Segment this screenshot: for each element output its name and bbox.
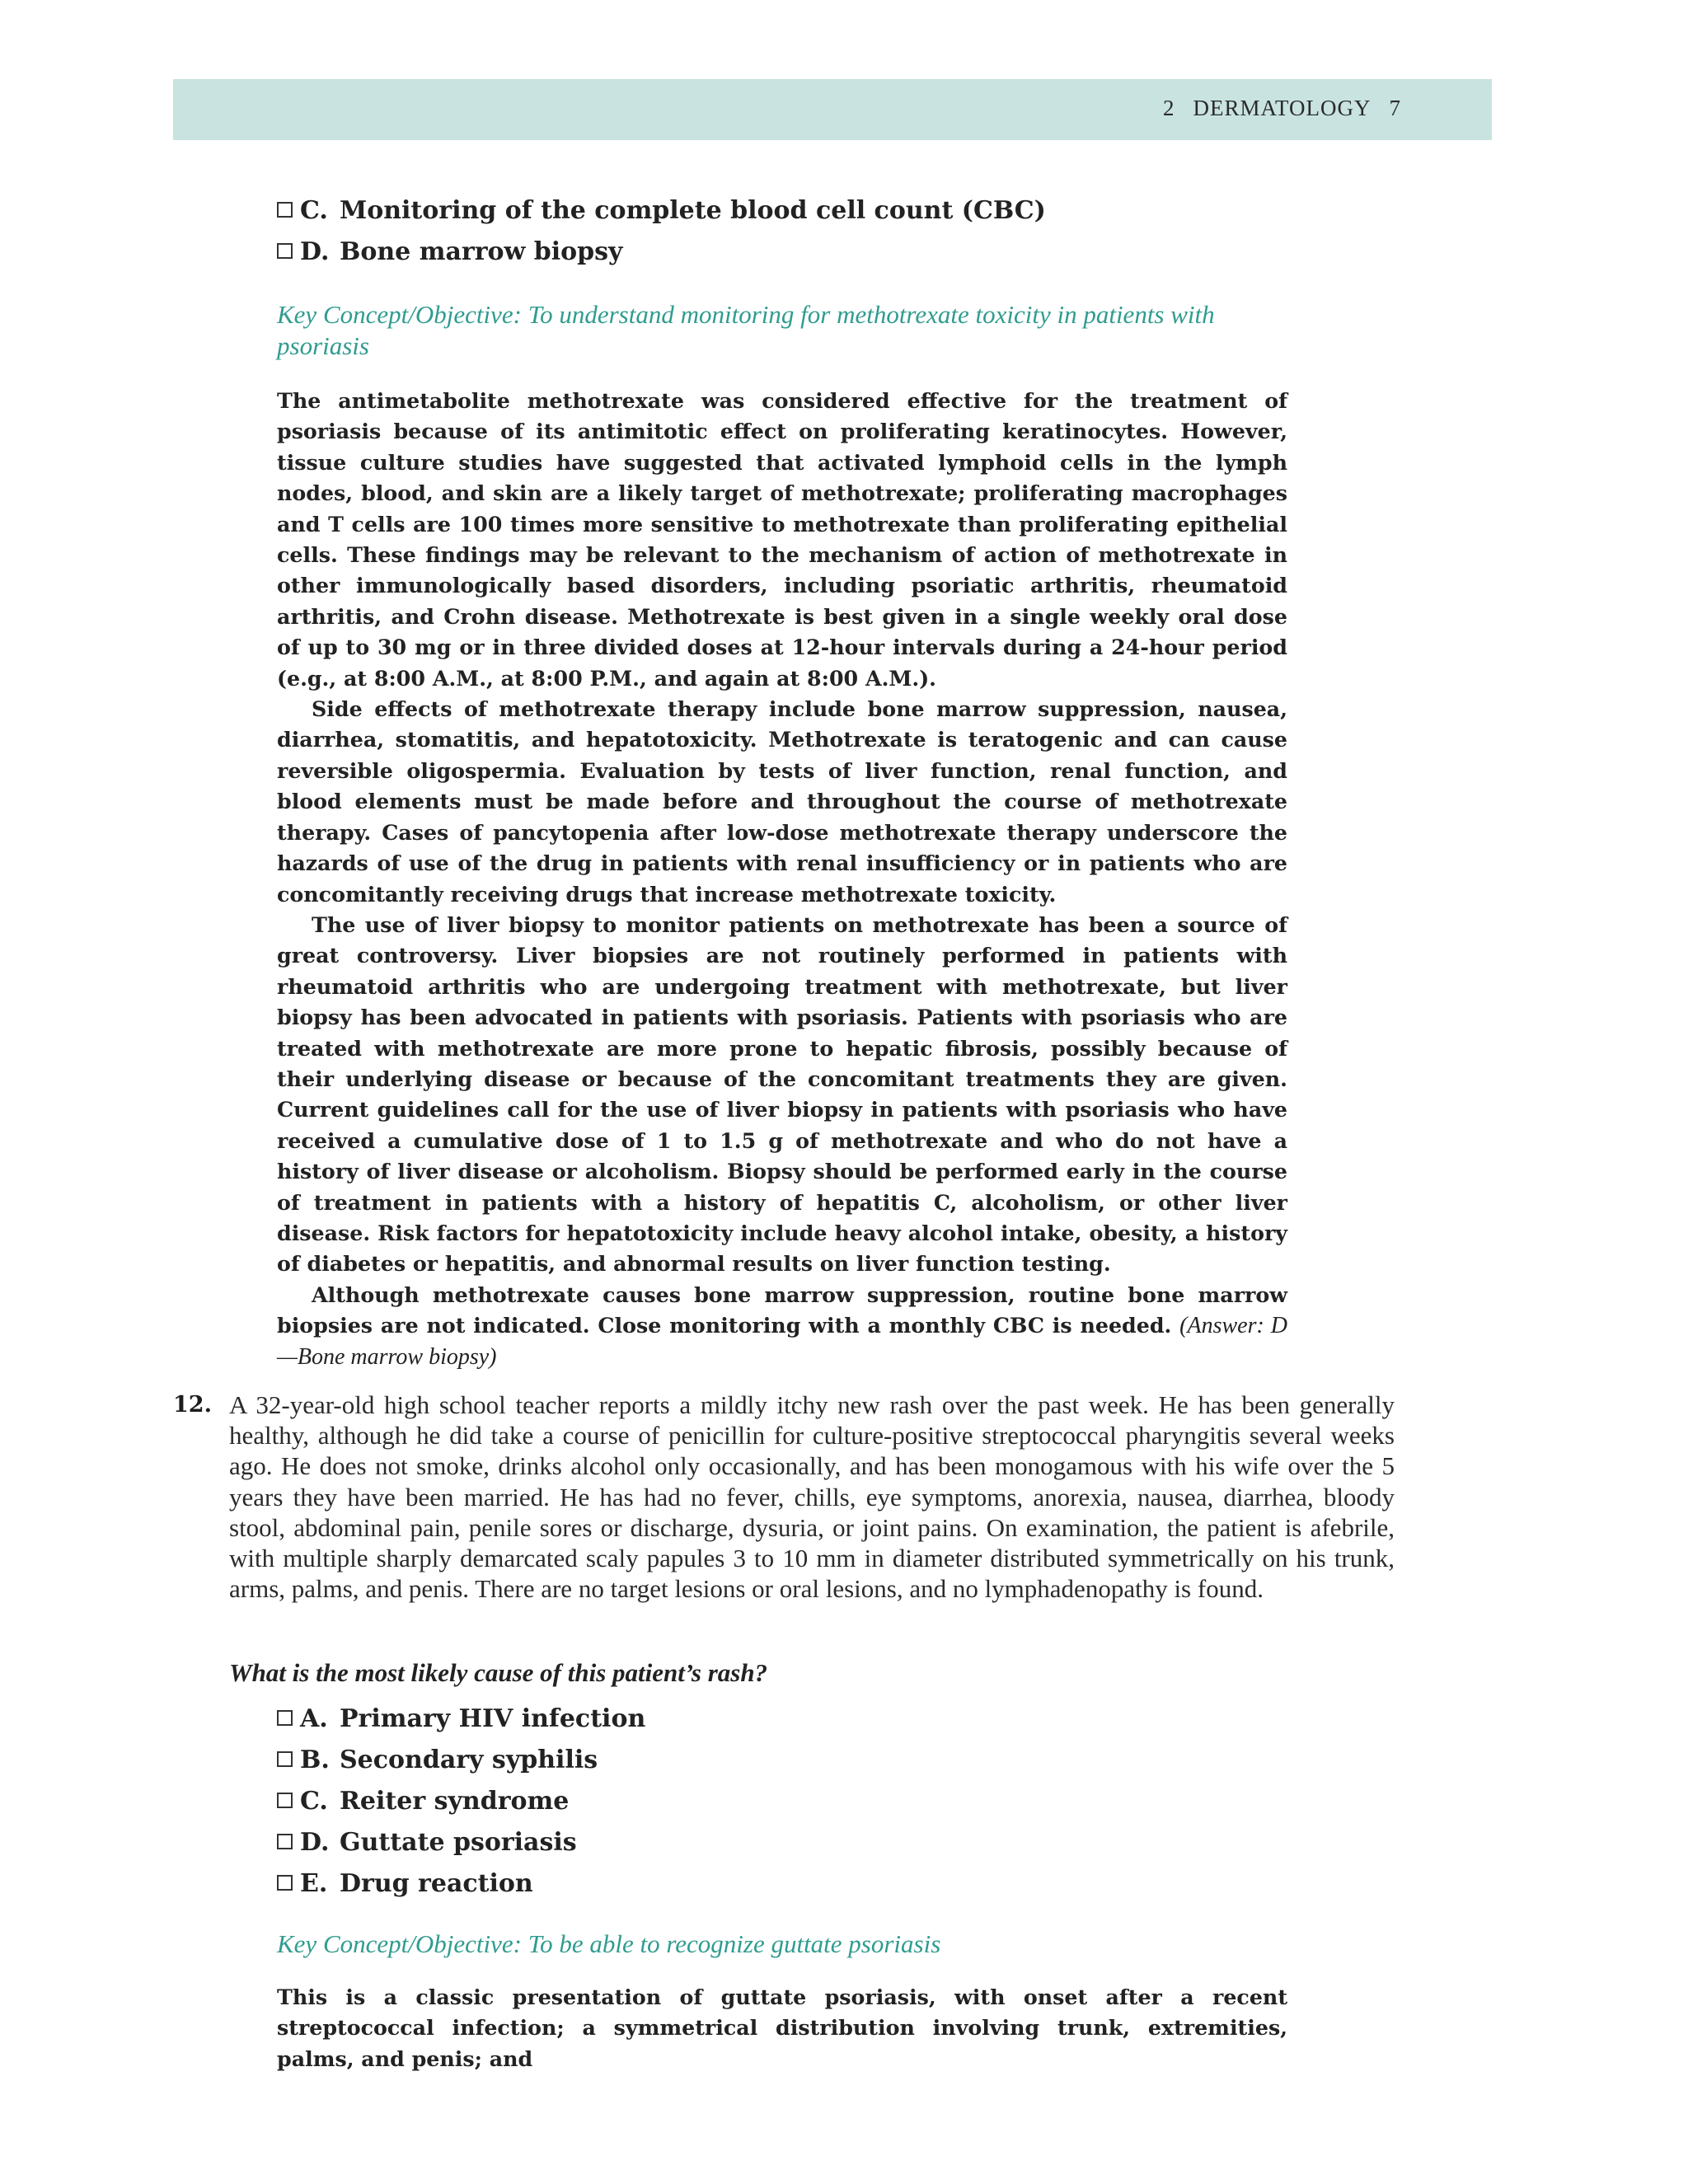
explanation-12-paragraph-1: This is a classic presentation of guttate psoriasis, with onset after a recent streptococcal infection; a symmetrical distribution involving trunk, extremities, palms, and penis; and bbox=[277, 1985, 1287, 2071]
option-text: Primary HIV infection bbox=[340, 1704, 646, 1733]
option-letter: C. bbox=[300, 1787, 328, 1816]
checkbox-icon[interactable] bbox=[277, 243, 293, 259]
option-12-e[interactable] bbox=[277, 1868, 533, 1900]
option-12-b[interactable] bbox=[277, 1744, 598, 1777]
explanation-11-paragraph-4 bbox=[277, 1280, 1287, 1372]
option-text: Guttate psoriasis bbox=[340, 1828, 577, 1857]
explanation-12 bbox=[277, 1982, 1287, 2074]
explanation-11-paragraph-3: The use of liver biopsy to monitor patients on methotrexate has been a source of great controversy. Liver biopsies are not routinely performed in patients with rheumatoid arthritis who are undergoing treatment with methotrexate, but liver biopsy has been advocated in patients with psoriasis. Patients with psoriasis who are treated with methotrexate are more prone to hepatic fibrosis, possibly because of their underlying disease or because of the concomitant treatments they are given. Current guidelines call for the use of liver biopsy in patients with psoriasis who have received a cumulative dose of 1 to 1.5 g of methotrexate and who do not have a history of liver disease or alcoholism. Biopsy should be performed early in the course of treatment in patients with a history of hepatitis C, alcoholism, or other liver disease. Risk factors for hepatotoxicity include heavy alcohol intake, obesity, a history of diabetes or hepatitis, and abnormal results on liver function testing. bbox=[277, 912, 1287, 1277]
checkbox-icon[interactable] bbox=[277, 1710, 293, 1726]
explanation-11-paragraph-4-text: Although methotrexate causes bone marrow suppression, routine bone marrow biopsies are not indicated. Close monitoring with a monthly CBC is needed. bbox=[277, 1282, 1287, 1338]
option-text: Monitoring of the complete blood cell count (CBC) bbox=[340, 196, 1046, 225]
option-letter: E. bbox=[300, 1869, 328, 1898]
option-text: Drug reaction bbox=[340, 1869, 533, 1898]
question-12-stem: A 32-year-old high school teacher reports a mildly itchy new rash over the past week. He has been generally healthy, although he did take a course of penicillin for culture-positive streptococcal pharyngitis several weeks ago. He does not smoke, drinks alcohol only occasionally, and has been monogamous with his wife over the 5 years they have been married. He has had no fever, chills, eye symptoms, anorexia, nausea, diarrhea, bloody stool, abdominal pain, penile sores or discharge, dysuria, or joint pains. On examination, the patient is afebrile, with multiple sharply demarcated scaly papules 3 to 10 mm in diameter distributed symmetrically on his trunk, arms, palms, and penis. There are no target lesions or oral lesions, and no lymphadenopathy is found. bbox=[229, 1390, 1395, 1604]
checkbox-icon[interactable] bbox=[277, 1751, 293, 1767]
checkbox-icon[interactable] bbox=[277, 202, 293, 218]
question-12-number: 12. bbox=[173, 1392, 212, 1418]
explanation-11 bbox=[277, 386, 1287, 1372]
option-letter: B. bbox=[300, 1746, 330, 1774]
option-text: Bone marrow biopsy bbox=[340, 237, 623, 266]
option-letter: D. bbox=[300, 1828, 330, 1857]
option-text: Reiter syndrome bbox=[340, 1787, 570, 1816]
option-12-a[interactable] bbox=[277, 1703, 645, 1736]
checkbox-icon[interactable] bbox=[277, 1875, 293, 1891]
option-text: Secondary syphilis bbox=[340, 1746, 598, 1774]
running-header bbox=[173, 79, 1492, 140]
checkbox-icon[interactable] bbox=[277, 1793, 293, 1808]
question-12-prompt: What is the most likely cause of this patient’s rash? bbox=[229, 1658, 768, 1687]
answer-11: (Answer: D—Bone marrow biopsy) bbox=[277, 1313, 1288, 1370]
option-letter: A. bbox=[300, 1704, 328, 1733]
option-12-d[interactable] bbox=[277, 1826, 577, 1859]
chapter-number: 2 bbox=[1162, 96, 1175, 120]
option-12-c[interactable] bbox=[277, 1785, 569, 1818]
page-number: 7 bbox=[1389, 96, 1401, 120]
option-11-d[interactable] bbox=[277, 236, 622, 269]
option-11-c[interactable] bbox=[277, 194, 1046, 227]
checkbox-icon[interactable] bbox=[277, 1834, 293, 1849]
chapter-title: DERMATOLOGY bbox=[1193, 96, 1372, 120]
header-text bbox=[1163, 96, 1401, 121]
explanation-11-paragraph-2: Side effects of methotrexate therapy include bone marrow suppression, nausea, diarrhea, stomatitis, and hepatotoxicity. Methotrexate is teratogenic and can cause reversible oligospermia. Evaluation by tests of liver function, renal function, and blood elements must be made before and throughout the course of methotrexate therapy. Cases of pancytopenia after low-dose methotrexate therapy underscore the hazards of use of the drug in patients with renal insufficiency or in patients who are concomitantly receiving drugs that increase methotrexate toxicity. bbox=[277, 696, 1287, 907]
option-letter: D. bbox=[300, 237, 330, 266]
key-concept-12: Key Concept/Objective: To be able to recognize guttate psoriasis bbox=[277, 1929, 941, 1958]
explanation-11-paragraph-1: The antimetabolite methotrexate was considered effective for the treatment of psoriasis because of its antimitotic effect on proliferating keratinocytes. However, tissue culture studies have suggested that activated lymphoid cells in the lymph nodes, blood, and skin are a likely target of methotrexate; proliferating macrophages and T cells are 100 times more sensitive to methotrexate than proliferating epithelial cells. These findings may be relevant to the mechanism of action of methotrexate in other immunologically based disorders, including psoriatic arthritis, rheumatoid arthritis, and Crohn disease. Methotrexate is best given in a single weekly oral dose of up to 30 mg or in three divided doses at 12-hour intervals during a 24-hour period (e.g., at 8:00 A.M., at 8:00 P.M., and again at 8:00 A.M.). bbox=[277, 388, 1287, 691]
option-letter: C. bbox=[300, 196, 328, 225]
key-concept-11: Key Concept/Objective: To understand monitoring for methotrexate toxicity in patients with psoriasis bbox=[277, 300, 1215, 360]
